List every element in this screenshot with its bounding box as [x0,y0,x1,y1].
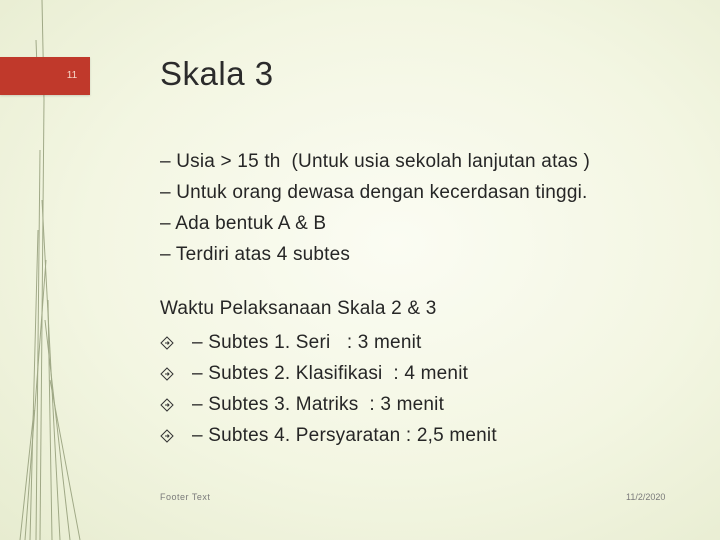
bullet-item: – Terdiri atas 4 subtes [160,244,351,265]
subtest-label: – Subtes 4. Persyaratan : 2,5 menit [192,425,497,446]
section-heading: Waktu Pelaksanaan Skala 2 & 3 [160,298,437,319]
arrow-diamond-icon [160,398,174,412]
subtest-list [160,327,497,451]
arrow-diamond-icon [160,429,174,443]
arrow-diamond-icon [160,336,174,350]
arrow-diamond-icon [160,367,174,381]
footer-text: Footer Text [160,492,211,502]
subtest-item [160,327,497,358]
subtest-label: – Subtes 3. Matriks : 3 menit [192,394,445,415]
subtest-label: – Subtes 2. Klasifikasi : 4 menit [192,363,469,384]
subtest-item [160,358,497,389]
slide-number: 11 [66,70,78,81]
subtest-item [160,389,497,420]
bullet-item: – Ada bentuk A & B [160,213,327,234]
footer-date: 11/2/2020 [626,492,666,502]
subtest-label: – Subtes 1. Seri : 3 menit [192,332,422,353]
subtest-item [160,420,497,451]
bullet-item: – Untuk orang dewasa dengan kecerdasan tinggi. [160,182,588,203]
slide-title: Skala 3 [160,55,274,92]
bullet-item: – Usia > 15 th (Untuk usia sekolah lanjutan atas ) [160,151,591,172]
bullet-list [160,146,590,270]
